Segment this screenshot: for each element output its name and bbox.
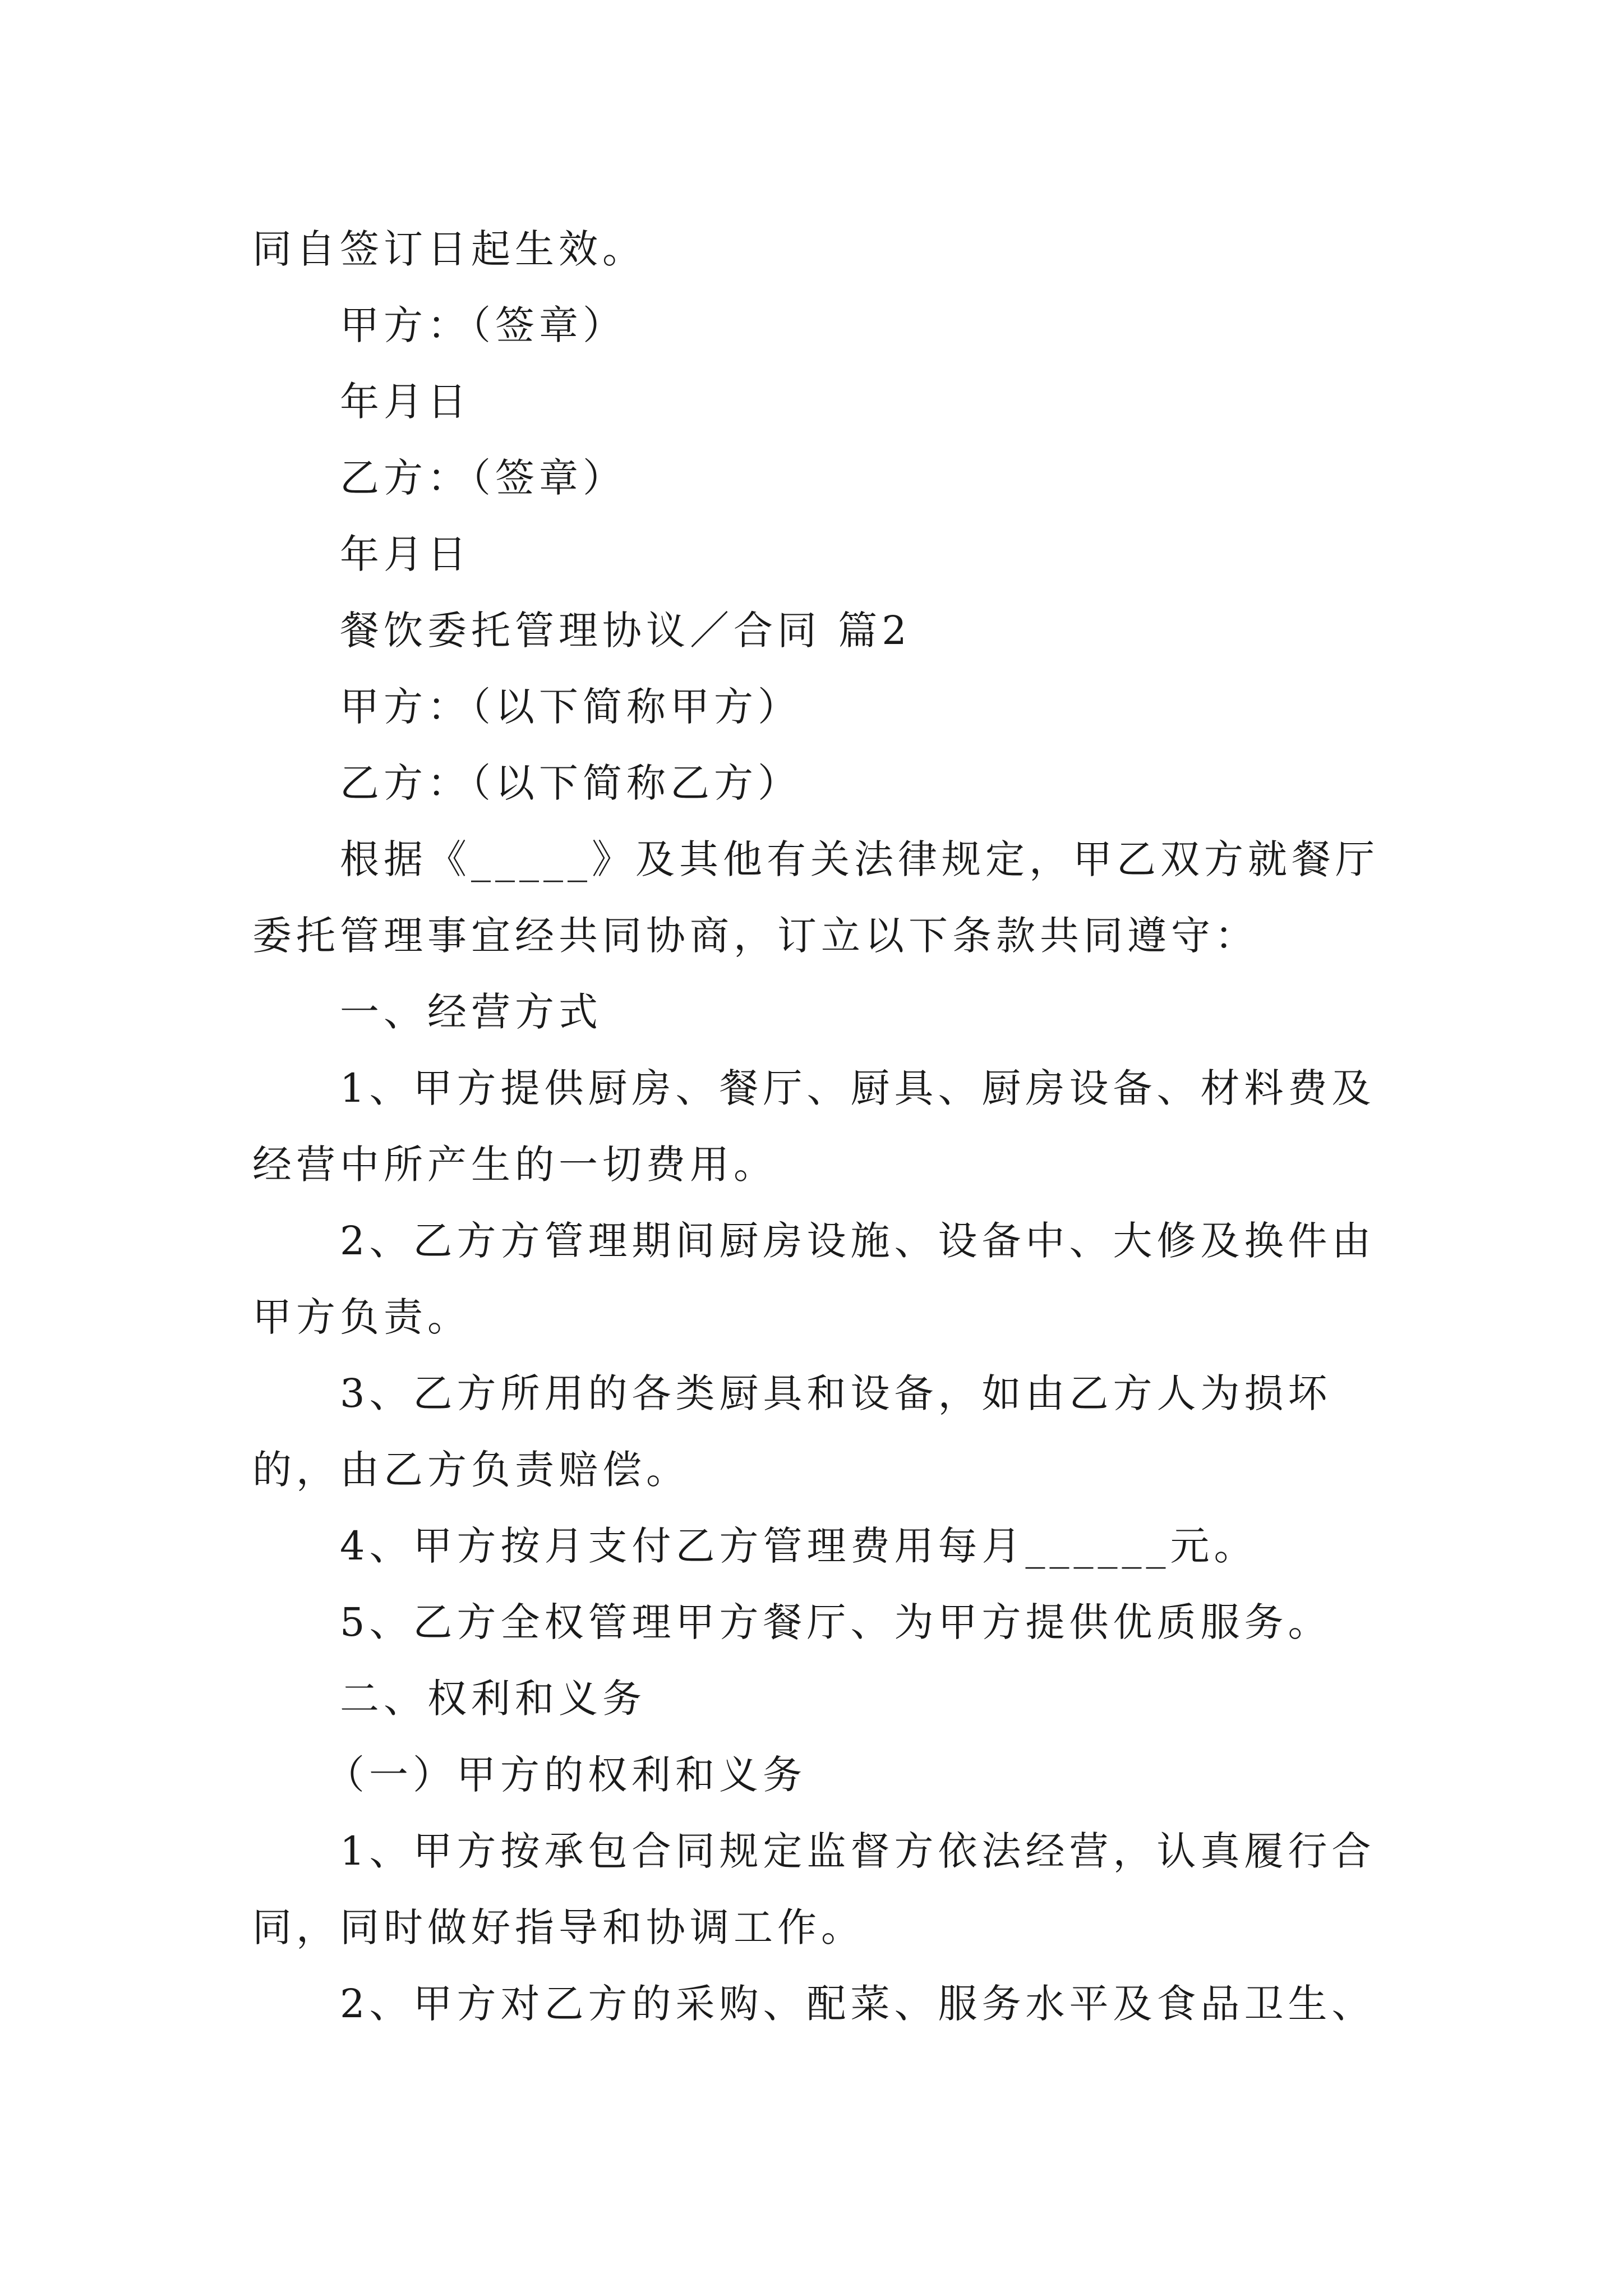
paragraph: 年月日 xyxy=(340,531,471,577)
paragraph: 根据《_____》及其他有关法律规定，甲乙双方就餐厅委托管理事宜经共同协商，订立以下条款共同遵守： xyxy=(252,836,1379,959)
paragraph: 乙方：（以下简称乙方） xyxy=(340,760,801,806)
paragraph: 2、甲方对乙方的采购、配菜、服务水平及食品卫生、 xyxy=(340,1981,1376,2027)
paragraph: 同自签订日起生效。 xyxy=(252,226,646,272)
document-body xyxy=(252,211,1391,2042)
paragraph: 乙方：（签章） xyxy=(340,455,626,501)
paragraph: 甲方：（以下简称甲方） xyxy=(340,684,801,730)
section-title: 餐饮委托管理协议／合同 篇2 xyxy=(340,608,911,654)
section-heading: 一、经营方式 xyxy=(340,989,602,1035)
paragraph: 甲方：（签章） xyxy=(340,302,626,348)
paragraph: 4、甲方按月支付乙方管理费用每月______元。 xyxy=(340,1523,1258,1569)
paragraph: 1、甲方按承包合同规定监督方依法经营，认真履行合同，同时做好指导和协调工作。 xyxy=(252,1828,1376,1950)
paragraph: 3、乙方所用的各类厨具和设备，如由乙方人为损坏的，由乙方负责赔偿。 xyxy=(252,1370,1332,1493)
paragraph: 1、甲方提供厨房、餐厅、厨具、厨房设备、材料费及经营中所产生的一切费用。 xyxy=(252,1065,1376,1188)
paragraph: 2、乙方方管理期间厨房设施、设备中、大修及换件由甲方负责。 xyxy=(252,1218,1376,1340)
section-heading: 二、权利和义务 xyxy=(340,1676,646,1722)
paragraph: 年月日 xyxy=(340,379,471,425)
paragraph: 5、乙方全权管理甲方餐厅、为甲方提供优质服务。 xyxy=(340,1599,1332,1645)
subsection-heading: （一）甲方的权利和义务 xyxy=(325,1752,806,1798)
